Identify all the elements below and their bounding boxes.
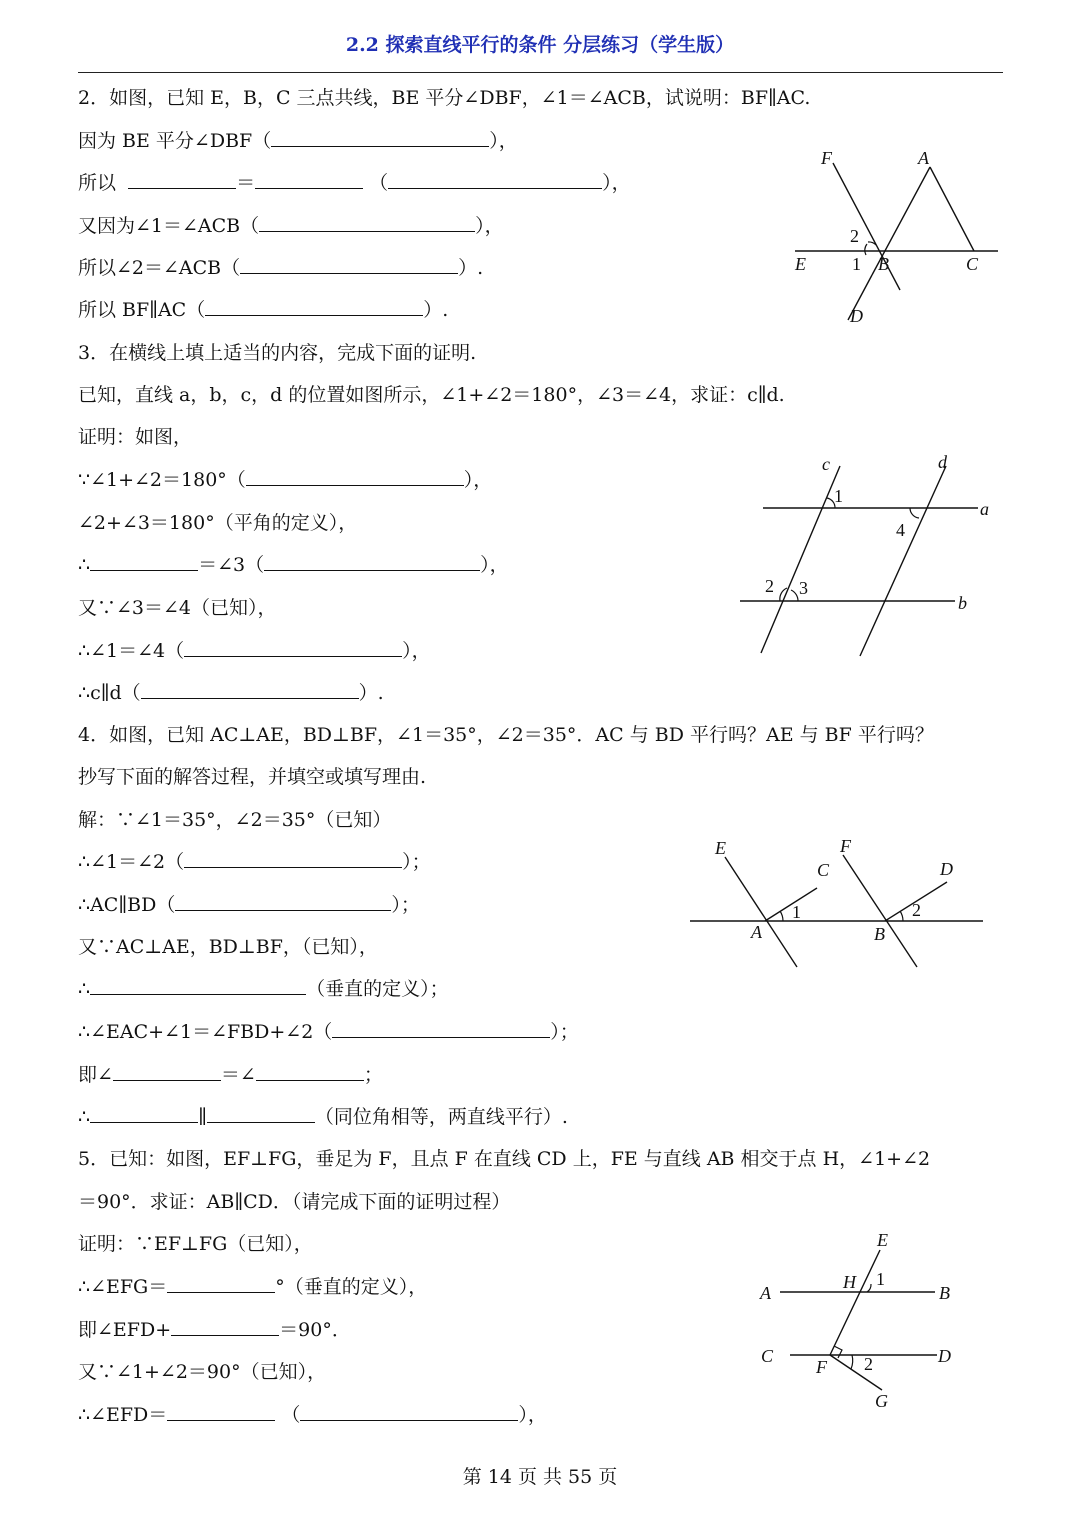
- text: ），: [480, 554, 509, 576]
- answer-blank[interactable]: [175, 892, 391, 911]
- text: ），: [475, 215, 504, 237]
- label-d: d: [938, 452, 947, 472]
- text: ）；: [391, 894, 420, 916]
- q4-figure: [685, 830, 990, 975]
- text: （: [281, 1404, 301, 1426]
- label-G: G: [875, 1391, 888, 1411]
- answer-blank[interactable]: [184, 638, 402, 657]
- q4-stem: 4．如图，已知 AC⊥AE，BD⊥BF，∠1＝35°，∠2＝35°．AC 与 BD 平行吗？AE 与 BF 平行吗？: [78, 724, 934, 746]
- answer-blank[interactable]: [259, 213, 475, 232]
- q2-line5: [78, 296, 448, 324]
- answer-blank[interactable]: [271, 128, 489, 147]
- text: ∴: [78, 978, 91, 1000]
- label-D: D: [940, 859, 953, 879]
- text: ＝90°．: [279, 1319, 351, 1341]
- text: ∴: [78, 554, 91, 576]
- text: ）.: [458, 257, 484, 279]
- label-F: F: [821, 148, 832, 168]
- q4-stem2: 抄写下面的解答过程，并填空或填写理由.: [78, 766, 427, 788]
- answer-blank[interactable]: [300, 1402, 518, 1421]
- q5-figure: [755, 1225, 970, 1420]
- q4-line4: [78, 975, 449, 1003]
- label-F: F: [840, 836, 851, 856]
- q3-proof: 证明：如图，: [78, 426, 193, 448]
- q3-line1: [78, 466, 492, 494]
- answer-blank[interactable]: [141, 680, 359, 699]
- q3-given: 已知，直线 a，b，c，d 的位置如图所示，∠1+∠2＝180°，∠3＝∠4，求证：c∥d.: [78, 384, 785, 406]
- q4-line7: [78, 1103, 568, 1131]
- q3-stem: 3．在横线上填上适当的内容，完成下面的证明.: [78, 342, 477, 364]
- label-D: D: [850, 306, 863, 326]
- text: 所以∠2＝∠ACB（: [78, 257, 241, 279]
- answer-blank[interactable]: [90, 552, 198, 571]
- text: 即∠: [78, 1064, 113, 1086]
- label-1: 1: [792, 902, 801, 922]
- label-C: C: [761, 1346, 774, 1366]
- text: ∴∠EAC+∠1＝∠FBD+∠2（: [78, 1021, 333, 1043]
- label-3: 3: [799, 578, 808, 598]
- q4-line5: [78, 1018, 579, 1046]
- label-D: D: [938, 1346, 951, 1366]
- text: ）.: [423, 299, 449, 321]
- text: ），: [518, 1404, 547, 1426]
- answer-blank[interactable]: [167, 1402, 275, 1421]
- text: ∴∠1＝∠2（: [78, 851, 185, 873]
- text: °（垂直的定义），: [275, 1276, 428, 1298]
- label-H: H: [843, 1272, 856, 1292]
- answer-blank[interactable]: [332, 1019, 550, 1038]
- label-c: c: [822, 454, 830, 474]
- answer-blank[interactable]: [240, 255, 458, 274]
- text: ），: [489, 130, 518, 152]
- text: ；: [363, 1064, 383, 1086]
- q3-line5: [78, 637, 431, 665]
- text: 又因为∠1＝∠ACB（: [78, 215, 260, 237]
- answer-blank[interactable]: [167, 1274, 275, 1293]
- q5-line3: [78, 1316, 351, 1344]
- text: ＝: [236, 172, 256, 194]
- q4-line2: [78, 891, 420, 919]
- answer-blank[interactable]: [256, 1062, 364, 1081]
- q4-line1: [78, 848, 431, 876]
- q5-stem2: ＝90°．求证：AB∥CD．（请完成下面的证明过程）: [78, 1191, 511, 1213]
- q5-line2: [78, 1273, 427, 1301]
- text: ∴∠EFG＝: [78, 1276, 168, 1298]
- label-2: 2: [850, 226, 859, 246]
- label-C: C: [966, 254, 979, 274]
- q5-line1: 证明：∵EF⊥FG（已知），: [78, 1233, 313, 1255]
- text: 所以 BF∥AC（: [78, 299, 206, 321]
- label-A: A: [751, 922, 762, 942]
- label-E: E: [715, 838, 726, 858]
- q2-line2: [78, 169, 631, 197]
- answer-blank[interactable]: [207, 1104, 315, 1123]
- q5-stem: 5．已知：如图，EF⊥FG，垂足为 F，且点 F 在直线 CD 上，FE 与直线 AB 相交于点 H，∠1+∠2: [78, 1148, 931, 1170]
- text: ），: [463, 469, 493, 491]
- q2-line4: [78, 254, 483, 282]
- answer-blank[interactable]: [205, 297, 423, 316]
- q5-line5: [78, 1401, 547, 1429]
- label-b: b: [958, 593, 967, 613]
- answer-blank[interactable]: [90, 1104, 198, 1123]
- label-E: E: [795, 254, 806, 274]
- q3-line4: 又∵∠3＝∠4（已知），: [78, 597, 277, 619]
- answer-blank[interactable]: [388, 170, 602, 189]
- answer-blank[interactable]: [184, 849, 402, 868]
- q2-line3: [78, 212, 504, 240]
- page-footer: 第 14 页 共 55 页: [462, 1466, 618, 1488]
- header-rule: [78, 72, 1003, 73]
- q3-line6: [78, 679, 384, 707]
- label-B: B: [939, 1283, 950, 1303]
- answer-blank[interactable]: [128, 170, 236, 189]
- q2-figure: [780, 140, 1010, 330]
- label-A: A: [918, 148, 929, 168]
- label-E: E: [877, 1230, 888, 1250]
- label-B: B: [874, 924, 885, 944]
- text: ∴∠EFD＝: [78, 1404, 168, 1426]
- answer-blank[interactable]: [113, 1062, 221, 1081]
- label-2: 2: [765, 576, 774, 596]
- text: （同位角相等，两直线平行）.: [314, 1106, 568, 1128]
- q2-line1: [78, 127, 518, 155]
- label-B: B: [878, 254, 889, 274]
- text: 因为 BE 平分∠DBF（: [78, 130, 272, 152]
- q2-stem: 2．如图，已知 E，B，C 三点共线，BE 平分∠DBF，∠1＝∠ACB，试说明：BF∥AC.: [78, 87, 811, 109]
- label-F: F: [816, 1357, 827, 1377]
- answer-blank[interactable]: [171, 1317, 279, 1336]
- q4-sol: 解：∵∠1＝35°，∠2＝35°（已知）: [78, 809, 392, 831]
- answer-blank[interactable]: [255, 170, 363, 189]
- q4-line6: [78, 1061, 383, 1089]
- text: ∴c∥d（: [78, 682, 141, 704]
- text: （垂直的定义）；: [306, 978, 449, 1000]
- label-1: 1: [834, 486, 843, 506]
- text: ∥: [198, 1106, 207, 1128]
- label-2: 2: [864, 1354, 873, 1374]
- q4-line3: 又∵AC⊥AE，BD⊥BF，（已知），: [78, 936, 378, 958]
- q5-line4: 又∵∠1+∠2＝90°（已知），: [78, 1361, 327, 1383]
- label-2: 2: [912, 900, 921, 920]
- text: ＝∠3（: [198, 554, 265, 576]
- label-C: C: [817, 860, 830, 880]
- label-1: 1: [852, 254, 861, 274]
- text: ∴AC∥BD（: [78, 894, 176, 916]
- q3-figure: [730, 448, 1000, 663]
- answer-blank[interactable]: [90, 976, 306, 995]
- text: ）；: [550, 1021, 579, 1043]
- label-4: 4: [896, 520, 905, 540]
- text: ∵∠1+∠2＝180°（: [78, 469, 246, 491]
- q3-line2: ∠2+∠3＝180°（平角的定义），: [78, 512, 358, 534]
- text: ∴: [78, 1106, 91, 1128]
- label-1: 1: [876, 1269, 885, 1289]
- text: ）；: [402, 851, 431, 873]
- page-header: 2.2 探索直线平行的条件 分层练习（学生版）: [345, 34, 735, 56]
- text: ＝∠: [220, 1064, 256, 1086]
- answer-blank[interactable]: [264, 552, 480, 571]
- answer-blank[interactable]: [246, 467, 464, 486]
- text: ），: [602, 172, 631, 194]
- label-a: a: [980, 499, 989, 519]
- text: ∴∠1＝∠4（: [78, 640, 185, 662]
- text: 所以: [78, 172, 117, 194]
- text: （: [369, 172, 389, 194]
- text: ）.: [358, 682, 384, 704]
- text: ），: [402, 640, 431, 662]
- text: 即∠EFD+: [78, 1319, 172, 1341]
- q3-line3: [78, 551, 509, 579]
- label-A: A: [760, 1283, 771, 1303]
